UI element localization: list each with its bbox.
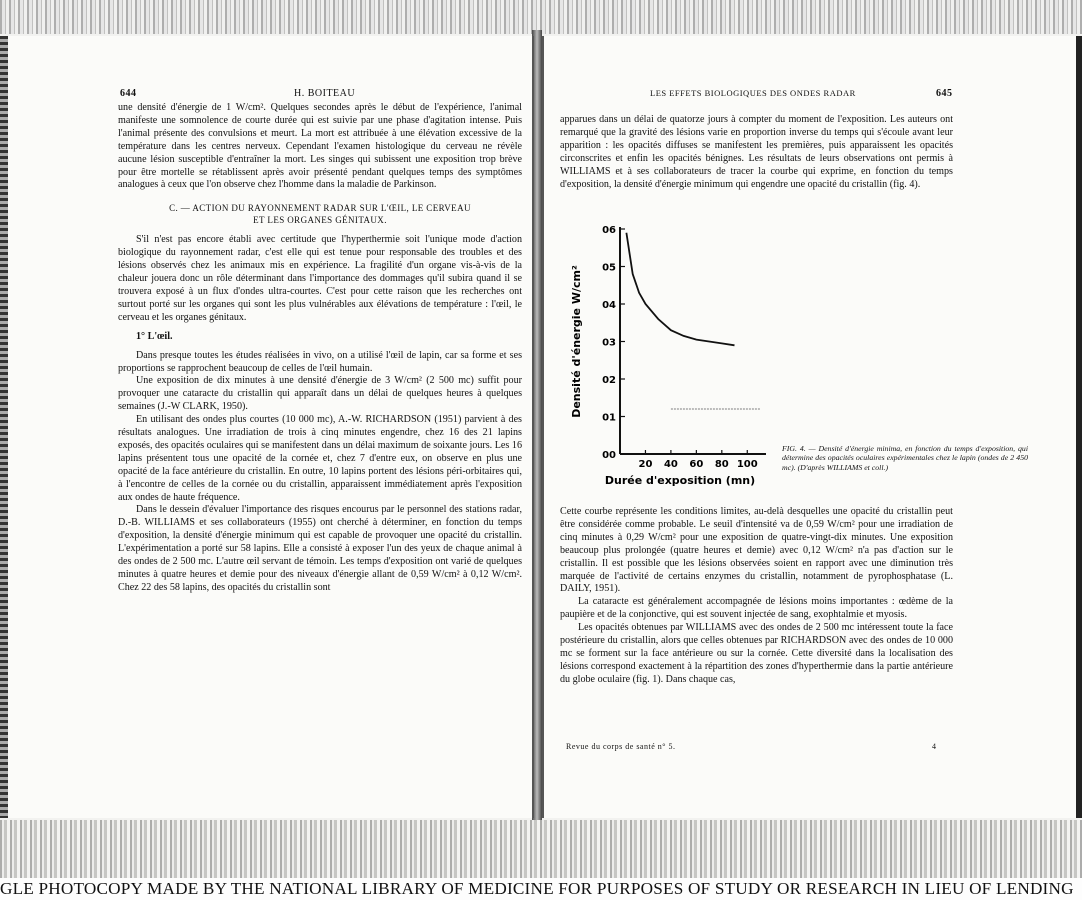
scan-noise-top xyxy=(0,0,1082,34)
nlm-photocopy-banner: GLE PHOTOCOPY MADE BY THE NATIONAL LIBRARY OF MEDICINE FOR PURPOSES OF STUDY OR RESEARCH IN LIEU OF LENDING xyxy=(0,878,1082,900)
left-column xyxy=(118,102,522,595)
section-heading xyxy=(118,202,522,226)
y-tick-label: 06 xyxy=(602,225,616,236)
right-running-head: LES EFFETS BIOLOGIQUES DES ONDES RADAR xyxy=(650,88,856,98)
section-heading-line1: C. — ACTION DU RAYONNEMENT RADAR SUR L'ŒIL, LE CERVEAU xyxy=(169,203,471,214)
x-tick-label: 60 xyxy=(689,459,704,470)
x-tick-label: 40 xyxy=(663,459,678,470)
paragraph: La cataracte est généralement accompagnée de lésions moins importantes : œdème de la paupière et de la conjonctive, qui est souvent injectée de sang, exophtalmie et myosis. xyxy=(560,596,953,621)
paragraph: Dans presque toutes les études réalisées in vivo, on a utilisé l'œil de lapin, car sa forme et ses proportions se rapprochent beaucoup de celles de l'œil humain. xyxy=(118,349,522,374)
y-tick-label: 03 xyxy=(602,337,616,349)
paragraph: Une exposition de dix minutes à une densité d'énergie de 3 W/cm² (2 500 mc) suffit pour provoquer une cataracte du cristallin qui apparaît dans un délai de quelques heures à quelques semaines (J.-W CLARK, 1950). xyxy=(118,375,522,413)
x-tick-label: 20 xyxy=(638,459,653,470)
paragraph: Cette courbe représente les conditions limites, au-delà desquelles une opacité du cristallin peut être considérée comme probable. Le seuil d'intensité va de 0,59 W/cm² pour une irradiation de cinq minutes à 0,29 W/cm² pour une exposition de quatre-vingt-dix minutes. Une exposition beaucoup plus prolongée (quatre heures et demie) avec 0,12 W/cm² n'a pas d'action sur le cristallin. Il est possible que les lésions observées soient en rapport avec une diminution très marquée de l'activité de certains enzymes du cristallin, notamment de pyrophosphatase (L. DAILY, 1951). xyxy=(560,506,953,595)
x-tick-label: 80 xyxy=(714,459,729,470)
y-tick-label: 04 xyxy=(602,300,616,311)
series-line xyxy=(626,233,734,345)
right-column-bottom xyxy=(560,506,953,687)
paragraph: apparues dans un délai de quatorze jours à compter du moment de l'exposition. Les auteurs ont remarqué que la gravité des lésions varie en proportion inverse du temps qui s'écoule avant leur apparition : les opacités diffuses se manifestent les premières, puis apparaissent les opacités circonscrites et enfin les opacités bénignes. Les résultats de leurs observations ont permis à WILLIAMS et à ses collaborateurs de tracer la courbe qui exprime, en fonction du temps d'exposition, la densité d'énergie minimum qui engendre une opacité du cristallin (fig. 4). xyxy=(560,114,953,190)
left-page xyxy=(8,36,534,818)
paragraph: Dans le dessein d'évaluer l'importance des risques encourus par le personnel des stations radar, D.-B. WILLIAMS et ses collaborateurs (1955) ont cherché à déterminer, en fonction du temps d'exposition, la densité d'énergie minimum qui est capable de provoquer une opacité du cristallin. L'expérimentation a porté sur 58 lapins. Elle a consisté à exposer l'un des yeux de chaque animal à des ondes de 2 500 mc. L'autre œil servant de témoin. Les temps d'exposition ont varié de quelques minutes à quatre heures et demie pour des niveaux d'énergie allant de 0,59 W/cm² à 0,12 W/cm². Chez 22 des 58 lapins, des opacités du cristallin sont xyxy=(118,504,522,593)
left-running-head: H. BOITEAU xyxy=(294,88,356,99)
right-page xyxy=(542,36,1076,818)
right-column-top xyxy=(560,114,953,191)
y-tick-label: 00 xyxy=(602,450,616,461)
paragraph: une densité d'énergie de 1 W/cm². Quelques secondes après le début de l'expérience, l'animal manifeste une somnolence de courte durée qui est suivie par une phase d'agitation intense. Puis l'animal présente des convulsions et meurt. La mort est attribuée à une élévation excessive de la température dans les centres nerveux. Cependant l'examen histologique du cerveau ne révèle aucune lésion susceptible d'entraîner la mort. Les singes qui subissent une exposition trop brève pour être mortelle se rétablissent après avoir présenté pendant quelques temps des symptômes analogues à ceux que l'on observe chez l'homme dans la maladie de Parkinson. xyxy=(118,102,522,191)
right-page-number: 645 xyxy=(936,88,953,99)
subheading: 1° L'œil. xyxy=(136,330,173,342)
y-axis-label: Densité d'énergie W/cm² xyxy=(570,265,583,418)
figure-caption: FIG. 4. — Densité d'énergie minima, en fonction du temps d'exposition, qui détermine des opacités oculaires expérimentales chez le lapin (ondes de 2 450 mc). (D'après WILLIAMS et coll.) xyxy=(782,444,1028,472)
paragraph: Les opacités obtenues par WILLIAMS avec des ondes de 2 500 mc intéressent toute la face postérieure du cristallin, alors que celles obtenues par RICHARDSON avec des ondes de 10 000 mc se forment sur la face antérieure ou sur la cornée. Cette diversité dans la localisation des lésions correspond exactement à la répartition des zones d'hyperthermie dans la partie antérieure du globe oculaire (fig. 1). Dans chaque cas, xyxy=(560,622,953,685)
section-heading-line2: ET LES ORGANES GÉNITAUX. xyxy=(253,215,387,226)
scan-noise-bottom xyxy=(0,820,1082,878)
paragraph: S'il n'est pas encore établi avec certitude que l'hyperthermie soit l'unique mode d'action biologique du rayonnement radar, c'est elle qui est tenue pour responsable des troubles et des lésions observés chez les animaux mis en expérience. La fragilité d'un organe vis-à-vis de la chaleur jouera donc un rôle déterminant dans l'importance des dommages qu'il subira quand il se trouvera exposé à un flux d'ondes ultra-courtes. C'est pour cette raison que les recherches ont surtout porté sur les organes qui sont les plus vulnérables aux élévations de température : l'œil, le cerveau et les organes génitaux. xyxy=(118,234,522,323)
signature-mark: 4 xyxy=(932,742,937,751)
x-axis-label: Durée d'exposition (mn) xyxy=(604,474,756,487)
figure-4-chart xyxy=(562,216,772,491)
scan-left-edge xyxy=(0,36,8,818)
journal-footer: Revue du corps de santé n° 5. xyxy=(566,742,676,751)
y-tick-label: 05 xyxy=(602,262,616,274)
y-tick-label: 01 xyxy=(602,412,616,424)
x-tick-label: 100 xyxy=(736,459,758,470)
paragraph: En utilisant des ondes plus courtes (10 000 mc), A.-W. RICHARDSON (1951) parvient à des résultats analogues. Une irradiation de trois à cinq minutes engendre, chez 16 des 21 lapins exposés, des opacités oculaires qui se manifestent dans un délai maximum de soixante jours. Les 16 lapins présentent tous une opacité de la cornée et, chez 7 d'entre eux, on observe en plus une opacité de la face antérieure du cristallin. En outre, 10 lapins portent des lésions péri-orbitaires qui, à l'encontre de celles de la cornée ou du cristallin, apparaissent immédiatement après l'exposition aux ondes de haute fréquence. xyxy=(118,414,522,503)
left-page-number: 644 xyxy=(120,88,137,99)
y-tick-label: 02 xyxy=(602,375,616,386)
